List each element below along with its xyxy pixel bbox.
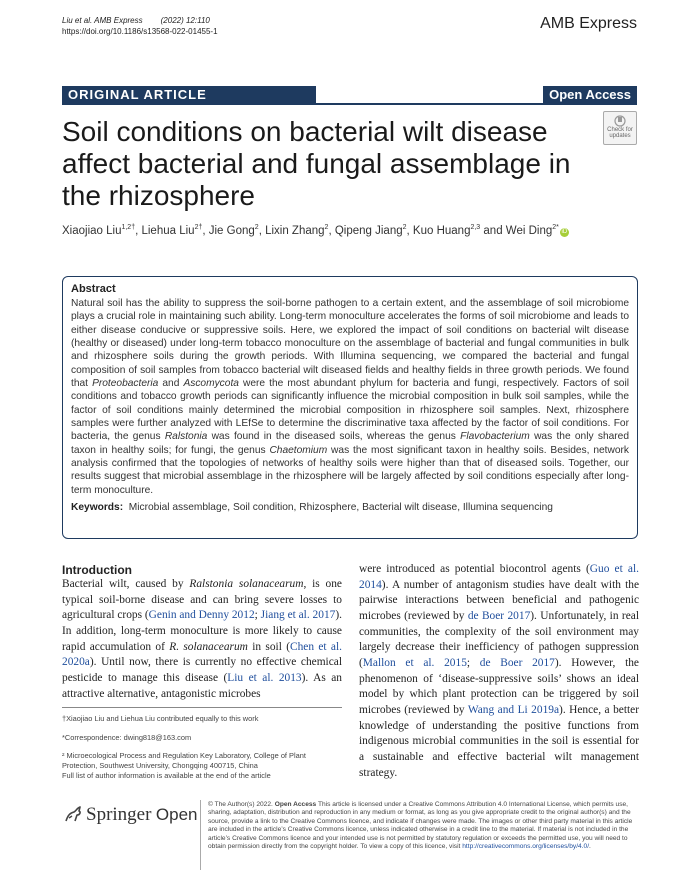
body-text: ). Unfortunately, in real communities, the complexity of the soil environment may largely decrease their inefficiency of pathogen suppression ( [359, 609, 639, 669]
body-text: ). In addition, long-term monoculture is more likely to cause rapid accumulation of [62, 609, 342, 653]
abstract-segment: Natural soil has the ability to suppress the soil-borne pathogen to a certain extent, and the assemblage of soil microbiome plays a crucial role in maintaining such ability. Long-term monoculture accelerates the forms of soil microbiome and leads to either disease conducive or suppressive soils. Here, we explored the impact of soil conditions on bacterial wilt disease (healthy or diseased) under long-term tobacco monoculture on the assemblage of bacterial and fungal communities in bulk and rhizosphere soils during the growth periods. With Illumina sequencing, we compared the bacterial and fungal composition of soil samples from tobacco bacterial wilt diseased fields and healthy fields in three growth periods. We found that [71, 298, 629, 390]
keywords-text: Microbial assemblage, Soil condition, Rhizosphere, Bacterial wilt disease, Illumina sequencing [128, 502, 553, 514]
logo-text-open: Open [155, 805, 198, 824]
abstract-segment: was the only shared taxon in healthy soils; for fungi, the genus [71, 431, 630, 456]
article-title: Soil conditions on bacterial wilt disease affect bacterial and fungal assemblage in the rhizosphere [62, 116, 571, 211]
footnote-divider [62, 707, 342, 708]
keywords [71, 502, 629, 513]
license-copyright: © The Author(s) 2022. [208, 801, 275, 808]
citation-header [62, 15, 218, 37]
header-authors: Liu et al. AMB Express [62, 16, 143, 25]
abstract-segment: was found in the diseased soils, whereas the genus [207, 431, 461, 443]
abstract-taxon: Proteobacteria [92, 378, 159, 390]
article-type-label: ORIGINAL ARTICLE [62, 86, 316, 103]
footnote-affiliation: ² Microecological Process and Regulation Key Laboratory, College of Plant Protection, Southwest University, Chongqing 400715, China [62, 751, 306, 770]
author-list: Xiaojiao Liu$^{1,2\dagger}$, Liehua Liu$^{2\dagger}$, Jie Gong$^2$, Lixin Zhang$^2$, Qipeng Jiang$^2$, Kuo Huang$^{2,3}$ and Wei Ding$^{2*}$iD [62, 224, 568, 237]
body-text: ). A number of antagonism studies have dealt with the pairwise interactions between beneficial and pathogenic microbes (reviewed by [359, 578, 639, 622]
author-name[interactable]: Jie Gong [208, 224, 255, 237]
citation-link[interactable]: Mallon et al. 2015 [362, 656, 467, 669]
body-text: ). Until now, there is currently no effective chemical pesticide to manage this disease ( [62, 656, 342, 684]
body-text: were introduced as potential biocontrol agents ( [359, 563, 590, 575]
body-taxon: R. solanacearum [169, 640, 248, 653]
author-affil: 2* [552, 224, 559, 231]
author-affil: 2 [254, 224, 259, 231]
body-text: ). As an attractive alternative, antagonistic microbes [62, 671, 342, 700]
article-type-bar [62, 86, 637, 105]
abstract-taxon: Flavobacterium [460, 431, 530, 443]
intro-right-column [359, 562, 639, 781]
abstract-box [62, 276, 638, 539]
abstract-taxon: Chaetomium [269, 444, 328, 456]
citation-link[interactable]: de Boer 2017 [479, 656, 555, 669]
license-statement [208, 801, 640, 851]
author-name[interactable]: Wei Ding [505, 224, 553, 237]
footnote-more-info: Full list of author information is available at the end of the article [62, 771, 271, 780]
abstract-segment: was the most significant taxon in healthy soils. Besides, network analysis confirmed that the topologies of networks of healthy soils were higher than that of diseased soils. Together, our results suggest that microbial assemblage in the rhizosphere will be largely affected by soil conditions especially after long-term monoculture. [71, 444, 629, 496]
body-taxon: Ralstonia solanacearum [189, 578, 304, 590]
body-text: ). However, the phenomenon of ‘disease-suppressive soils’ shows an ideal model by which plant protection can be triggered by soil microbes (reviewed by [359, 656, 639, 716]
check-for-updates-badge[interactable] [603, 111, 637, 145]
intro-left-column [62, 577, 342, 702]
author-affil: 2 [324, 224, 329, 231]
check-updates-label: Check for updates [607, 127, 633, 139]
author-affil: 2,3 [470, 224, 481, 231]
abstract-taxon: Ascomycota [183, 378, 239, 390]
abstract-segment: were the most abundant phylum for bacteria and fungi, respectively. Factors of soil conditions and tobacco growth periods can significantly influence the microbial composition in bulk soil samples, while the factor of soil conditions mainly determined the microbial composition in rhizosphere soil samples. Next, rhizosphere samples were further analyzed with LEfSe to determine the discriminative taxa affected by the factor of soil conditions. For bacteria, the genus [71, 378, 630, 443]
author-name[interactable]: Xiaojiao Liu [62, 224, 122, 237]
license-link[interactable]: http://creativecommons.org/licenses/by/4.0/ [462, 843, 590, 851]
citation-link[interactable]: Guo et al. 2014 [359, 563, 639, 591]
springer-horse-icon [62, 803, 84, 825]
logo-text-springer: Springer [86, 804, 152, 825]
citation-link[interactable]: Wang and Li 2019a [467, 703, 560, 716]
abstract-taxon: Ralstonia [164, 431, 208, 443]
body-text: ; [466, 656, 480, 669]
body-text: , is one typical soil-borne disease and can bring severe losses to agricultural crops ( [62, 578, 342, 622]
body-text: in soil ( [247, 640, 290, 653]
license-open-access: Open Access [274, 801, 317, 808]
citation-link[interactable]: de Boer 2017 [467, 609, 531, 622]
author-affil: 2† [194, 224, 203, 231]
journal-name: AMB Express [540, 15, 637, 32]
abstract-segment: and [158, 378, 184, 390]
keywords-label: Keywords: [71, 502, 124, 514]
citation-link[interactable]: Jiang et al. 2017 [260, 609, 336, 622]
abstract-heading: Abstract [71, 283, 116, 295]
author-name[interactable]: Kuo Huang [412, 224, 471, 237]
author-name[interactable]: Liehua Liu [141, 224, 195, 237]
citation-link[interactable]: Liu et al. 2013 [227, 671, 302, 684]
license-divider [200, 800, 201, 870]
author-affil: 1,2† [121, 224, 136, 231]
author-name[interactable]: Qipeng Jiang [334, 224, 403, 237]
orcid-icon[interactable]: iD [561, 228, 568, 235]
citation-link[interactable]: Genin and Denny 2012 [148, 609, 255, 622]
open-access-label: Open Access [543, 86, 637, 103]
abstract-text [71, 297, 629, 497]
license-body: This article is licensed under a Creative Commons Attribution 4.0 International License, which permits use, sharing, adaptation, distribution and reproduction in any medium or format, as long as you give appropriate credit to the original author(s) and the source, provide a link to the Creative Commons licence, and indicate if changes were made. The images or other third party material in this article are included in the article’s Creative Commons licence, unless indicated otherwise in a credit line to the material. If material is not included in the article’s Creative Commons licence and your intended use is not permitted by statutory regulation or exceeds the permitted use, you will need to obtain permission directly from the copyright holder. To view a copy of this licence, visit [208, 801, 633, 851]
introduction-heading: Introduction [62, 563, 132, 577]
springer-open-logo [62, 803, 197, 826]
header-doi[interactable]: https://doi.org/10.1186/s13568-022-01455-1 [62, 27, 218, 36]
license-end: . [589, 843, 591, 851]
author-name[interactable]: Lixin Zhang [265, 224, 325, 237]
check-updates-icon [614, 115, 626, 127]
footnote-correspondence: *Correspondence: dwing818@163.com [62, 733, 192, 742]
body-text: Bacterial wilt, caused by [62, 578, 190, 590]
header-volume: (2022) 12:110 [160, 16, 210, 25]
body-text: ; [254, 609, 261, 622]
footnote-equal-contribution: †Xiaojiao Liu and Liehua Liu contributed equally to this work [62, 714, 259, 723]
body-text: ). Hence, a better knowledge of understanding the positive functions from indigenous microbial communities in the soil is essential for a sustainable and effective bacterial wilt management strategy. [359, 703, 640, 779]
author-affil: 2 [402, 224, 407, 231]
authors-and: and [483, 224, 503, 237]
citation-link[interactable]: Chen et al. 2020a [62, 640, 342, 669]
